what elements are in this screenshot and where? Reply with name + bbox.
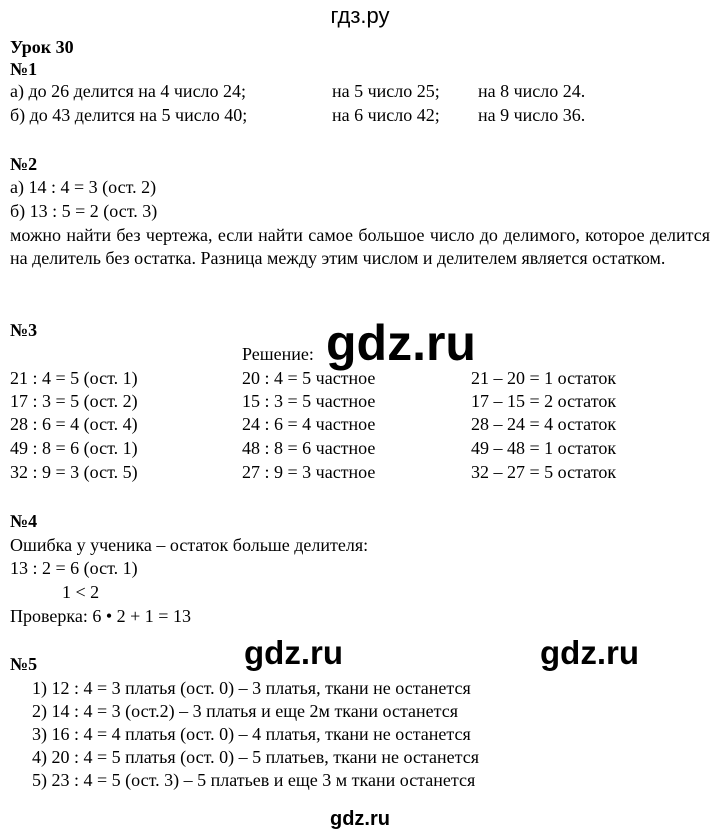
task5-line: 4) 20 : 4 = 5 платья (ост. 0) – 5 платьев, ткани не останется bbox=[32, 747, 479, 767]
task5-line: 5) 23 : 4 = 5 (ост. 3) – 5 платьев и еще 3 м ткани останется bbox=[32, 770, 476, 790]
task1-cell: на 8 число 24. bbox=[478, 81, 586, 101]
task2-line: а) 14 : 4 = 3 (ост. 2) bbox=[10, 177, 157, 197]
task1-cell: на 6 число 42; bbox=[332, 105, 440, 125]
task3-cell: 32 – 27 = 5 остаток bbox=[471, 462, 617, 482]
task2-label: №2 bbox=[10, 154, 38, 174]
task5-line: 1) 12 : 4 = 3 платья (ост. 0) – 3 платья, ткани не останется bbox=[32, 678, 471, 698]
watermark: gdz.ru bbox=[244, 634, 343, 671]
task3-cell: 21 : 4 = 5 (ост. 1) bbox=[10, 368, 138, 388]
task3-cell: 48 : 8 = 6 частное bbox=[242, 438, 376, 458]
task2-explanation: можно найти без чертежа, если найти самое большое число до делимого, которое делится на делитель без остатка. Разница между этим числом и делителем является остатком. bbox=[10, 225, 710, 268]
task5-label: №5 bbox=[10, 654, 38, 674]
task1-cell: а) до 26 делится на 4 число 24; bbox=[10, 81, 247, 101]
task3-cell: 21 – 20 = 1 остаток bbox=[471, 368, 617, 388]
watermark: gdz.ru bbox=[326, 315, 476, 371]
task2-line: б) 13 : 5 = 2 (ост. 3) bbox=[10, 201, 158, 221]
site-footer: gdz.ru bbox=[330, 808, 390, 830]
task3-cell: 49 – 48 = 1 остаток bbox=[471, 438, 617, 458]
task3-cell: 20 : 4 = 5 частное bbox=[242, 368, 376, 388]
task1-cell: б) до 43 делится на 5 число 40; bbox=[10, 105, 248, 125]
solution-label: Решение: bbox=[242, 344, 314, 364]
task5-line: 3) 16 : 4 = 4 платья (ост. 0) – 4 платья, ткани не останется bbox=[32, 724, 471, 744]
task3-cell: 28 : 6 = 4 (ост. 4) bbox=[10, 414, 138, 434]
task4-label: №4 bbox=[10, 511, 38, 531]
task3-cell: 17 – 15 = 2 остаток bbox=[471, 391, 617, 411]
task1-label: №1 bbox=[10, 59, 38, 79]
task5-line: 2) 14 : 4 = 3 (ост.2) – 3 платья и еще 2м ткани останется bbox=[32, 701, 459, 721]
task3-cell: 28 – 24 = 4 остаток bbox=[471, 414, 617, 434]
task3-cell: 27 : 9 = 3 частное bbox=[242, 462, 376, 482]
task1-cell: на 5 число 25; bbox=[332, 81, 440, 101]
task1-cell: на 9 число 36. bbox=[478, 105, 586, 125]
task3-cell: 17 : 3 = 5 (ост. 2) bbox=[10, 391, 138, 411]
task3-cell: 24 : 6 = 4 частное bbox=[242, 414, 376, 434]
task4-line: Ошибка у ученика – остаток больше делителя: bbox=[10, 535, 369, 555]
lesson-title: Урок 30 bbox=[10, 37, 74, 57]
task3-label: №3 bbox=[10, 320, 38, 340]
site-header: гдз.ру bbox=[330, 3, 390, 28]
task3-cell: 15 : 3 = 5 частное bbox=[242, 391, 376, 411]
task4-line: 1 < 2 bbox=[62, 582, 100, 602]
task3-cell: 32 : 9 = 3 (ост. 5) bbox=[10, 462, 138, 482]
task4-check: Проверка: 6 • 2 + 1 = 13 bbox=[10, 606, 191, 626]
task4-line: 13 : 2 = 6 (ост. 1) bbox=[10, 558, 138, 578]
task3-cell: 49 : 8 = 6 (ост. 1) bbox=[10, 438, 138, 458]
watermark: gdz.ru bbox=[540, 634, 639, 671]
